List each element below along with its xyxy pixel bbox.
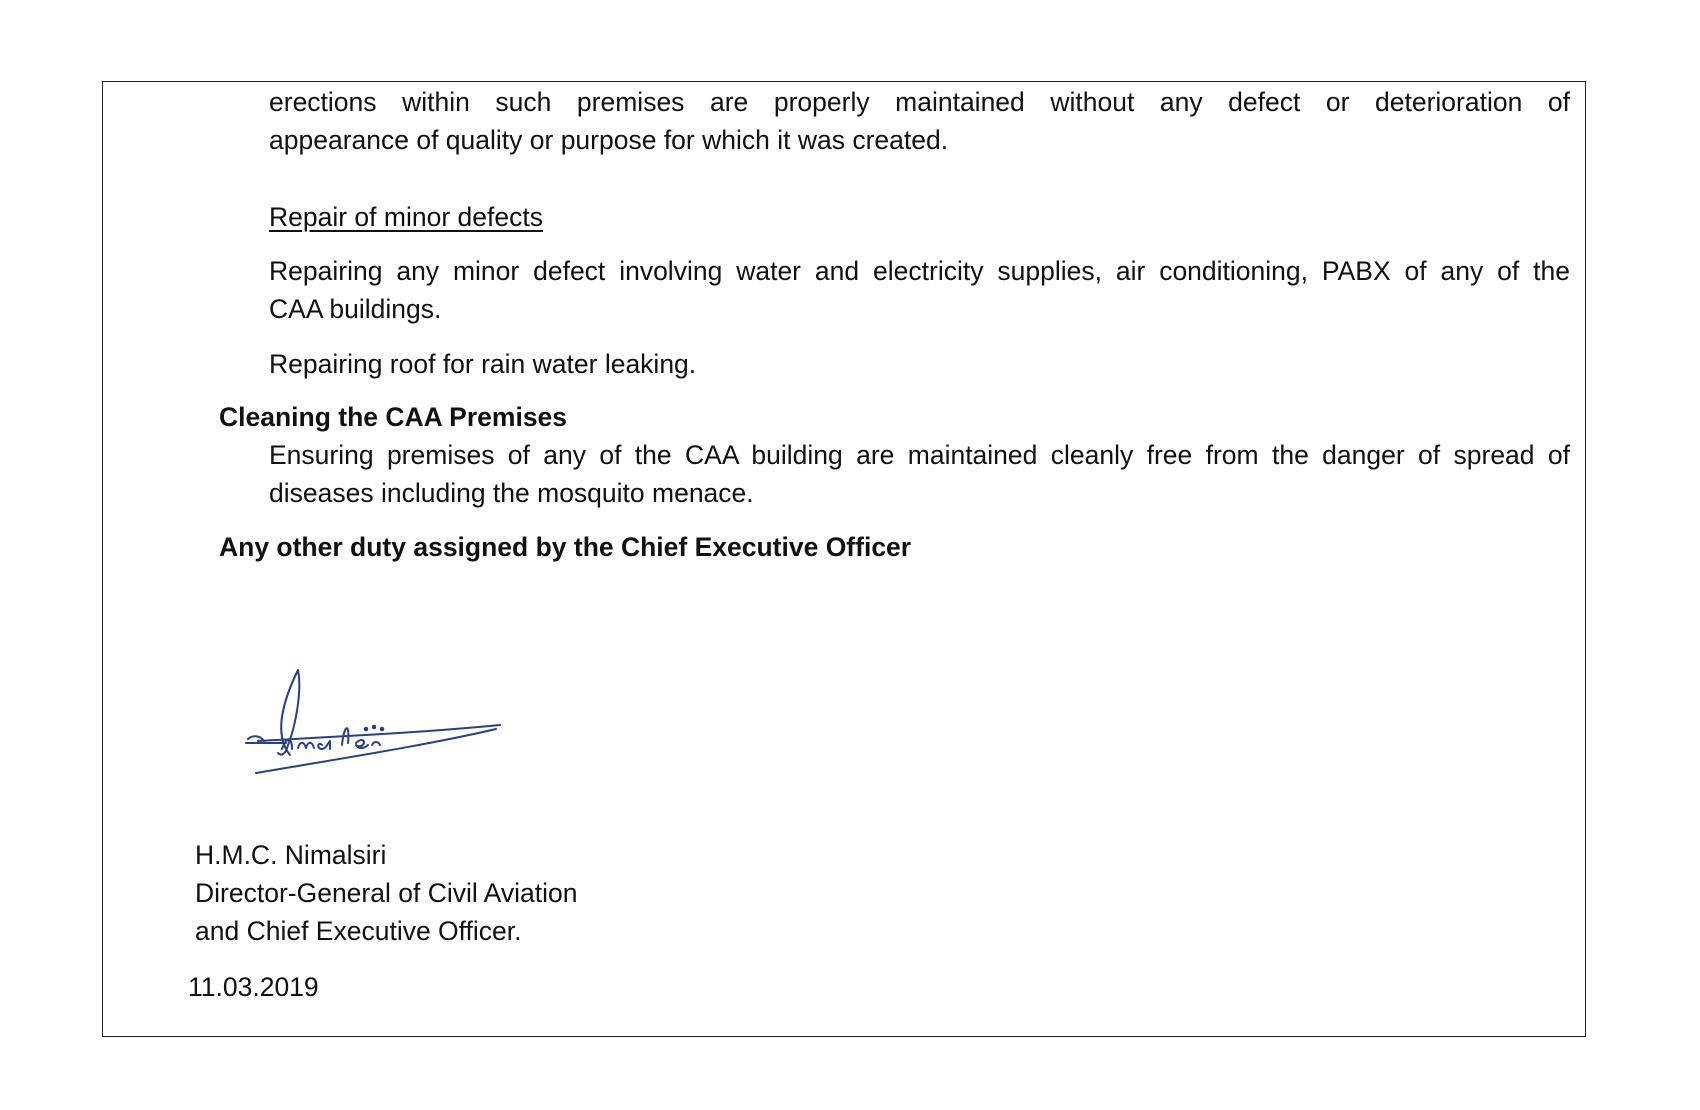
minor-repairs-line-1: Repairing any minor defect involving water and electricity supplies, air conditioning, PABX of any of the bbox=[269, 256, 1570, 286]
signatory-block bbox=[195, 836, 577, 950]
cleaning-line-1: Ensuring premises of any of the CAA building are maintained cleanly free from the danger of spread of bbox=[269, 440, 1570, 470]
intro-line-2: appearance of quality or purpose for which it was created. bbox=[269, 125, 949, 155]
cleaning-line-2: diseases including the mosquito menace. bbox=[269, 478, 754, 508]
other-duty-heading: Any other duty assigned by the Chief Executive Officer bbox=[219, 532, 912, 562]
signatory-title-line-2: and Chief Executive Officer. bbox=[195, 916, 522, 946]
signature-text: Nimalsiri bbox=[238, 632, 300, 649]
minor-repairs-line-2: CAA buildings. bbox=[269, 294, 442, 324]
roof-repair-paragraph: Repairing roof for rain water leaking. bbox=[269, 349, 697, 379]
document-date: 11.03.2019 bbox=[188, 972, 319, 1002]
intro-paragraph bbox=[269, 83, 1570, 159]
handwritten-signature bbox=[238, 632, 518, 795]
cleaning-paragraph bbox=[269, 436, 1570, 512]
signatory-name: H.M.C. Nimalsiri bbox=[195, 840, 387, 870]
cleaning-heading: Cleaning the CAA Premises bbox=[219, 402, 568, 432]
signatory-title-line-1: Director-General of Civil Aviation bbox=[195, 878, 578, 908]
intro-line-1: erections within such premises are properly maintained without any defect or deterioration of bbox=[269, 87, 1570, 117]
minor-repairs-paragraph bbox=[269, 252, 1570, 328]
minor-repairs-heading: Repair of minor defects bbox=[269, 202, 543, 232]
